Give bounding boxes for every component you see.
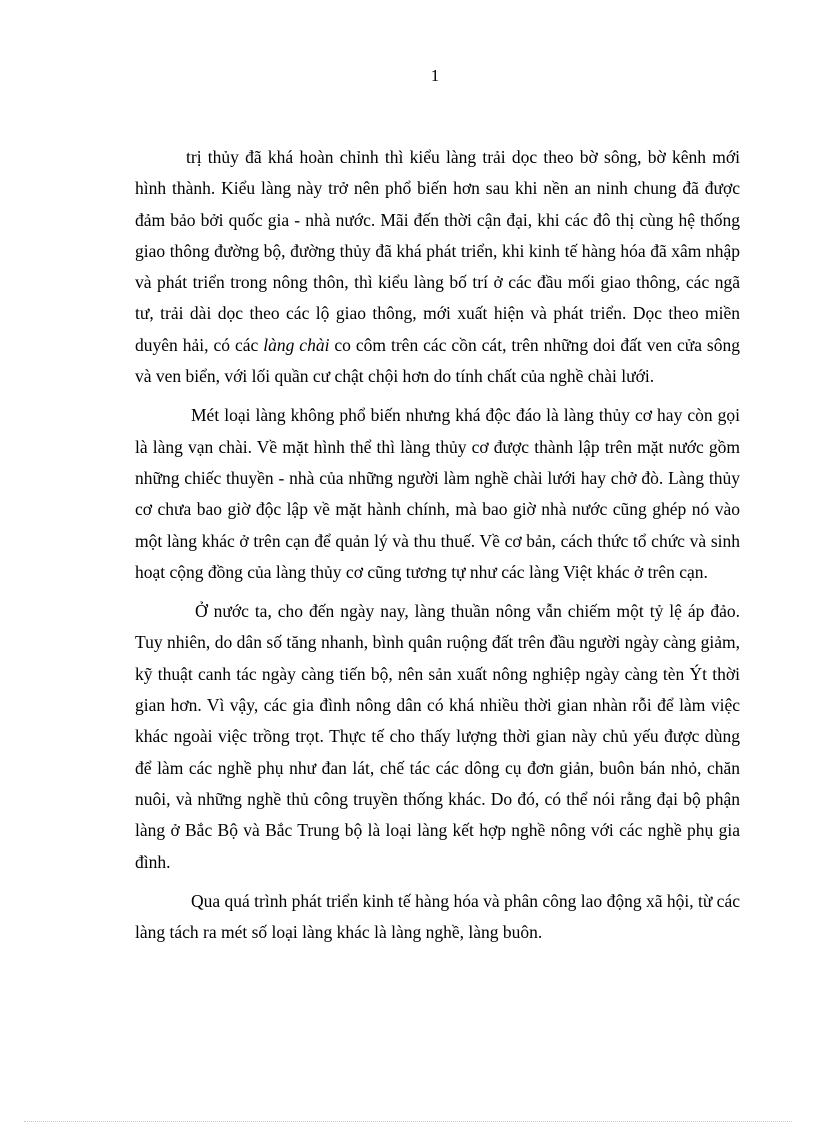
page-number: 1: [430, 66, 440, 85]
paragraph-1: [135, 142, 740, 392]
paragraph-2: Mét loại làng không phổ biến nhưng khá độc đáo là làng thủy cơ hay còn gọi là làng vạn chài. Về mặt hình thể thì làng thủy cơ được thành lập trên mặt nước gồm những chiếc thuyền - nhà của những người làm nghề chài lưới hay chở đò. Làng thủy cơ chưa bao giờ độc lập về mặt hành chính, mà bao giờ nhà nước cũng ghép nó vào một làng khác ở trên cạn để quản lý và thu thuế. Về cơ bản, cách thức tổ chức và sinh hoạt cộng đồng của làng thủy cơ cũng tương tự như các làng Việt khác ở trên cạn.: [135, 405, 740, 582]
paragraph-1-text-before: trị thủy đã khá hoàn chỉnh thì kiểu làng trải dọc theo bờ sông, bờ kênh mới hình thành. Kiểu làng này trở nên phổ biến hơn sau khi nền an ninh chung đã được đảm bảo bởi quốc gia - nhà nước. Mãi đến thời cận đại, khi các đô thị cùng hệ thống giao thông đường bộ, đường thủy đã khá phát triển, khi kinh tế hàng hóa đã xâm nhập và phát triển trong nông thôn, thì kiểu làng bố trí ở các đầu mối giao thông, các ngã tư, trải dài dọc theo các lộ giao thông, mới xuất hiện và phát triển. Dọc theo miền duyên hải, có các: [135, 147, 740, 355]
paragraph-1-emphasis: làng chài: [263, 334, 330, 355]
paragraph-4: Qua quá trình phát triển kinh tế hàng hóa và phân công lao động xã hội, từ các làng tách ra mét số loại làng khác là làng nghề, làng buôn.: [135, 890, 740, 943]
paragraph-1-text-after: co côm trên các cồn cát, trên những doi đất ven cửa sông và ven biển, với lối quần cư chật chội hơn do tính chất của nghề chài lưới.: [135, 334, 740, 387]
paragraph-3: Ở nước ta, cho đến ngày nay, làng thuần nông vẫn chiếm một tỷ lệ áp đảo. Tuy nhiên, do dân số tăng nhanh, bình quân ruộng đất trên đầu người ngày càng giảm, kỹ thuật canh tác ngày càng tiến bộ, nên sản xuất nông nghiệp ngày càng tèn Ýt thời gian hơn. Vì vậy, các gia đình nông dân có khá nhiều thời gian nhàn rỗi để làm việc khác ngoài việc trồng trọt. Thực tế cho thấy lượng thời gian này chủ yếu được dùng để làm các nghề phụ như đan lát, chế tác các dông cụ đơn giản, buôn bán nhỏ, chăn nuôi, và những nghề thủ công truyền thống khác. Do đó, có thể nói rằng đại bộ phận làng ở Bắc Bộ và Bắc Trung bộ là loại làng kết hợp nghề nông với các nghề phụ gia đình.: [135, 601, 740, 872]
page-bottom-divider: [24, 1121, 792, 1122]
document-body: [135, 142, 740, 956]
